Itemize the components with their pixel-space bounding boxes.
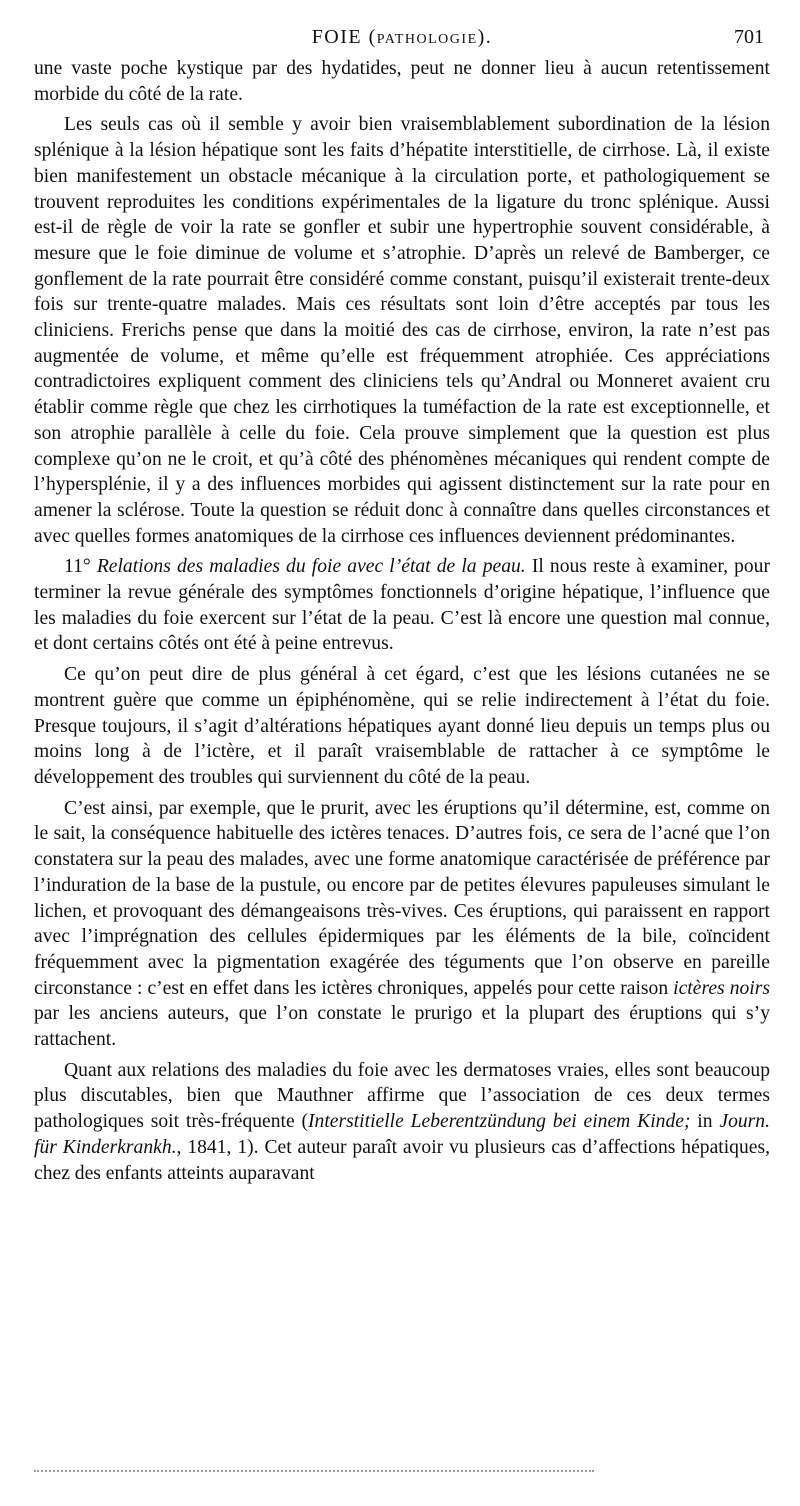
paragraph-text: Les seuls cas où il semble y avoir bien vraisemblablement subordination de la lésion splénique à la lésion hépatique sont les faits d’hépatite interstitielle, de cirrhose. Là, il existe bien manifestement un obstacle mécanique à la circulation porte, et pathologiquement se trouvent reproduites les conditions expérimentales de la ligature du tronc splénique. Aussi est-il de règle de voir la rate se gonfler et subir une hypertrophie souvent considérable, à mesure que le foie diminue de volume et s’atrophie. D’après un relevé de Bamberger, ce gonflement de la rate pourrait être considéré comme constant, puisqu’il existerait trente-deux fois sur trente-quatre malades. Mais ces résultats sont loin d’être acceptés par tous les cliniciens. Frerichs pense que dans la moitié des cas de cirrhose, environ, la rate n’est pas augmentée de volume, et même qu’elle est fréquemment atrophiée. Ces appréciations contradictoires expliquent comment des cliniciens tels qu’Andral ou Monneret avaient cru établir comme règle que chez les cirrhotiques la tuméfaction de la rate est exceptionnelle, et son atrophie parallèle à celle du foie. Cela prouve simplement que la question est plus complexe qu’on ne le croit, et qu’à côté des phénomènes mécaniques qui rendent compte de l’hypersplénie, il y a des influences morbides qui agissent distinctement sur la rate pour en amener la sclérose. Toute la question se réduit donc à connaître dans quelles circonstances et avec quelles formes anatomiques de la cirrhose ces influences deviennent prédominantes. [34,114,770,547]
paragraph-text: in [690,1111,720,1133]
paragraph-text: par les anciens auteurs, que l’on constate le prurigo et la plupart des éruptions qui s’y rattachent. [34,1003,770,1051]
paragraph [34,662,770,791]
italic-text: Journ. für Kinderkrankh. [34,1111,770,1158]
paragraph [34,796,770,1053]
italic-text: Relations des maladies du foie avec l’état de la peau. [96,556,526,578]
running-title-main: FOIE ( [311,26,377,48]
paragraph-text: Ce qu’on peut dire de plus général à cet égard, c’est que les lésions cutanées ne se montrent guère que comme un épiphénomène, qui se relie indirectement à l’état du foie. Presque toujours, il s’agit d’altérations hépatiques ayant donné lieu depuis un temps plus ou moins long à de l’ictère, et il paraît vraisemblable de rattacher à ce symptôme le développement des troubles qui surviennent du côté de la peau. [34,664,770,788]
paragraph-text: , 1841, 1). Cet auteur paraît avoir vu plusieurs cas d’affections hépatiques, chez des enfants atteints auparavant [34,1136,770,1184]
running-title [34,26,770,49]
paragraph-text: une vaste poche kystique par des hydatides, peut ne donner lieu à aucun retentissement morbide du côté de la rate. [34,58,770,105]
paragraph [34,554,770,657]
italic-text: ictères noirs [673,977,771,999]
book-page [34,26,770,1186]
paragraph-text: C’est ainsi, par exemple, que le prurit, avec les éruptions qu’il détermine, est, comme on le sait, la conséquence habituelle des ictères tenaces. D’autres fois, ce sera de l’acné que l’on constatera sur la peau des malades, avec une forme anatomique caractérisée de préférence par l’induration de la base de la pustule, ou encore par de petites élevures papuleuses simulant le lichen, et provoquant des démangeaisons très-vives. Ces éruptions, qui paraissent en rapport avec l’imprégnation des cellules épidermiques par les éléments de la bile, coïncident fréquemment avec la pigmentation exagérée des téguments que l’on observe en pareille circonstance : c’est en effet dans les ictères chroniques, appelés pour cette raison [34,797,770,999]
running-title-subject: pathologie [376,26,478,48]
footer-rule [34,1470,594,1472]
paragraph [34,56,770,107]
paragraph-text: Quant aux relations des maladies du foie avec les dermatoses vraies, elles sont beaucoup plus discutables, bien que Mauthner affirme que l’association de ces deux termes pathologiques soit très-fréquente ( [34,1059,770,1133]
paragraph [34,1058,770,1187]
paragraph-text: 11° [64,556,97,578]
body-text [34,56,770,1186]
paragraph-text: Il nous reste à examiner, pour terminer la revue générale des symptômes fonctionnels d’origine hépatique, l’influence que les maladies du foie exercent sur l’état de la peau. C’est là encore une question mal connue, et dont certains côtés ont été à peine entrevus. [34,556,770,655]
page-number: 701 [734,26,764,48]
paragraph [34,112,770,549]
italic-text: Interstitielle Leberentzündung bei einem Kinde; [308,1111,691,1133]
running-title-end: ). [477,26,493,48]
running-header [34,26,770,56]
